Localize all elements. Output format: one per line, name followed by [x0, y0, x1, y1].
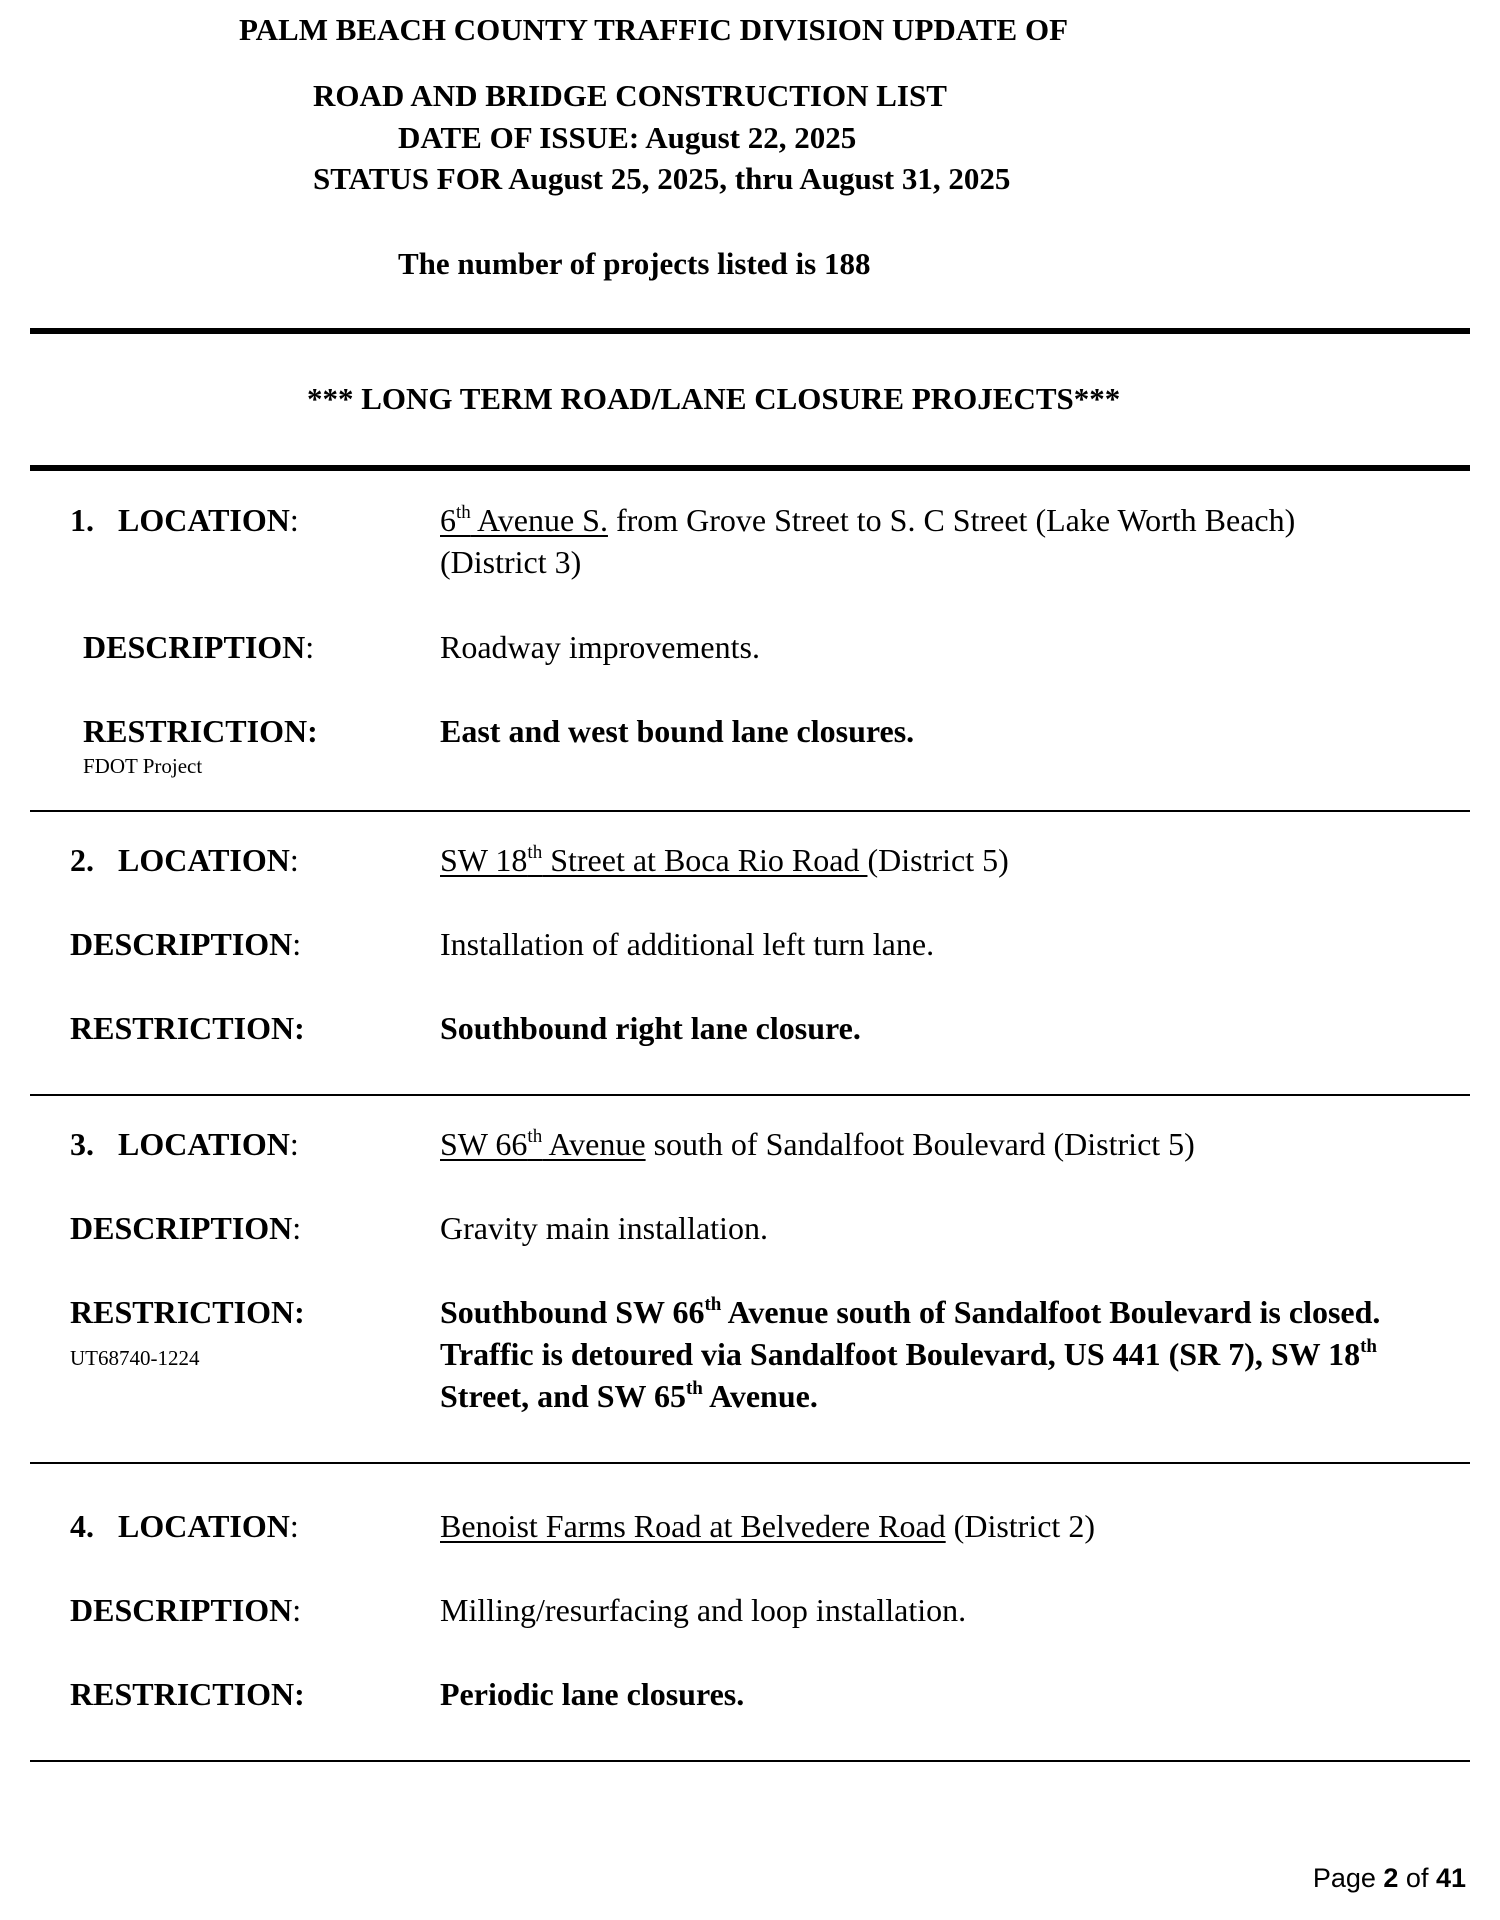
project-1-restriction-label: RESTRICTION: — [83, 713, 318, 749]
project-1-location-district: (District 3) — [440, 544, 582, 580]
header-title: PALM BEACH COUNTY TRAFFIC DIVISION UPDATE OF — [239, 12, 1069, 47]
project-4-restriction: Periodic lane closures. — [440, 1676, 745, 1712]
project-3-description: Gravity main installation. — [440, 1210, 768, 1246]
project-3-restriction-line-1: Southbound SW 66th Avenue south of Sandalfoot Boulevard is closed. — [440, 1294, 1381, 1330]
project-4-divider — [30, 1760, 1470, 1762]
project-3-location-label: 3. LOCATION: — [70, 1126, 299, 1162]
project-2-restriction: Southbound right lane closure. — [440, 1010, 861, 1046]
project-1-location-label: 1. LOCATION: — [70, 502, 299, 538]
project-3-note: UT68740-1224 — [70, 1346, 200, 1370]
project-4-street-link[interactable]: Benoist Farms Road at Belvedere Road — [440, 1508, 946, 1544]
project-4-location: Benoist Farms Road at Belvedere Road (District 2) — [440, 1508, 1095, 1544]
project-3-divider — [30, 1462, 1470, 1464]
project-4-description-label: DESCRIPTION: — [70, 1592, 302, 1628]
page-number: Page 2 of 41 — [1312, 1863, 1466, 1893]
project-1-note: FDOT Project — [83, 754, 203, 778]
project-1-description: Roadway improvements. — [440, 629, 760, 665]
project-1-street-link[interactable]: 6th Avenue S. — [440, 502, 608, 538]
project-4-description: Milling/resurfacing and loop installation. — [440, 1592, 967, 1628]
project-3-location: SW 66th Avenue south of Sandalfoot Boulevard (District 5) — [440, 1126, 1195, 1162]
project-4-restriction-label: RESTRICTION: — [70, 1676, 305, 1712]
header-list-name: ROAD AND BRIDGE CONSTRUCTION LIST — [313, 78, 947, 113]
project-3-restriction-label: RESTRICTION: — [70, 1294, 305, 1330]
header-divider — [30, 328, 1470, 334]
project-2-restriction-label: RESTRICTION: — [70, 1010, 305, 1046]
project-2-description: Installation of additional left turn lane. — [440, 926, 935, 962]
header-issue-date: DATE OF ISSUE: August 22, 2025 — [398, 120, 857, 155]
project-1-divider — [30, 810, 1470, 812]
project-3-street-link[interactable]: SW 66th Avenue — [440, 1126, 646, 1162]
header-project-count: The number of projects listed is 188 — [398, 246, 871, 281]
project-3-description-label: DESCRIPTION: — [70, 1210, 302, 1246]
section-divider — [30, 465, 1470, 471]
project-2-description-label: DESCRIPTION: — [70, 926, 302, 962]
project-3-restriction-line-2: Traffic is detoured via Sandalfoot Boulevard, US 441 (SR 7), SW 18th — [440, 1336, 1377, 1372]
project-2-street-link[interactable]: SW 18th Street at Boca Rio Road — [440, 842, 868, 878]
section-title: *** LONG TERM ROAD/LANE CLOSURE PROJECTS*** — [307, 381, 1121, 416]
project-1-restriction: East and west bound lane closures. — [440, 713, 915, 749]
project-1-location: 6th Avenue S. from Grove Street to S. C Street (Lake Worth Beach) — [440, 502, 1296, 538]
project-2-location: SW 18th Street at Boca Rio Road (District 5) — [440, 842, 1009, 878]
project-1-description-label: DESCRIPTION: — [83, 629, 315, 665]
project-4-location-label: 4. LOCATION: — [70, 1508, 299, 1544]
project-2-location-label: 2. LOCATION: — [70, 842, 299, 878]
header-status-range: STATUS FOR August 25, 2025, thru August 31, 2025 — [313, 161, 1011, 196]
project-3-restriction-line-3: Street, and SW 65th Avenue. — [440, 1378, 818, 1414]
project-2-divider — [30, 1094, 1470, 1096]
